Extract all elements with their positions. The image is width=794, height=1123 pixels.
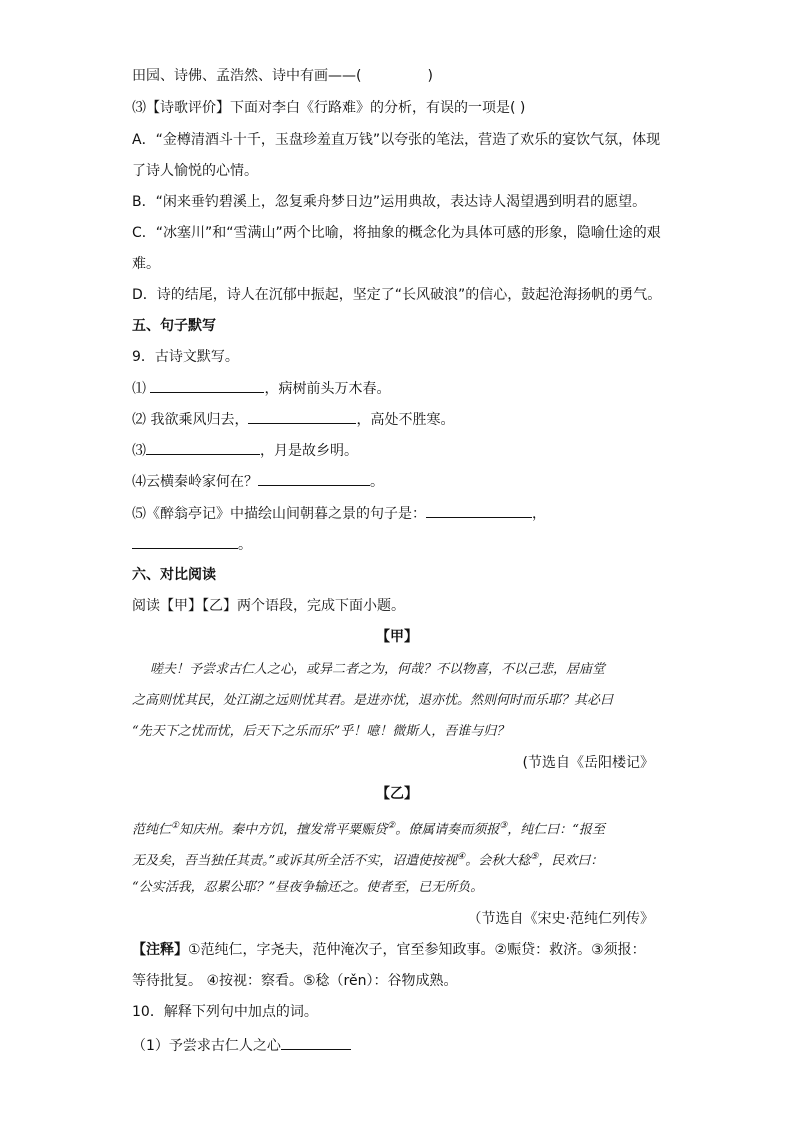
fill-1 (132, 378, 390, 399)
jia-source: (节选自《岳阳楼记》 (522, 755, 654, 771)
fill-5-after: ， (532, 506, 546, 522)
fill-3-after: ，月是故乡明。 (260, 443, 358, 459)
footnote-ref-4: ④ (457, 852, 466, 862)
option-b: B．“闲来垂钓碧溪上，忽复乘舟梦日边”运用典故，表达诗人渴望遇到明君的愿望。 (132, 194, 647, 210)
footnote-ref-1: ① (171, 821, 180, 831)
fill-5b-after: 。 (238, 537, 252, 553)
matching-line (132, 66, 433, 86)
q10-1-blank[interactable] (281, 1035, 351, 1050)
yi-2c: ，民欢曰： (538, 853, 604, 869)
yi-1a: 范纯仁 (132, 822, 172, 838)
fill-3 (132, 440, 358, 461)
yi-2b: 。会秋大稔 (465, 853, 531, 869)
fill-2 (132, 409, 454, 430)
fill-1-after: ，病树前头万木春。 (264, 381, 391, 397)
option-a-line2: 了诗人愉悦的心情。 (132, 163, 258, 179)
fill-2-before: ⑵ 我欲乘风归去， (132, 412, 249, 428)
yi-2a: 无及矣，吾当独任其责。”或诉其所全活不实，诏遣使按视 (132, 853, 458, 869)
passage-yi-title: 【乙】 (376, 786, 418, 802)
fill-4-before: ⑷云横秦岭家何在？ (132, 474, 258, 490)
fill-5-blank-1[interactable] (426, 503, 532, 518)
yi-source: （节选自《宋史·范纯仁列传》 (467, 911, 654, 927)
footnote-ref-5: ⑤ (530, 852, 539, 862)
yi-line-2 (132, 847, 603, 871)
fill-2-after: ，高处不胜寒。 (356, 412, 455, 428)
fill-5-blank-2[interactable] (132, 534, 238, 549)
fill-3-blank[interactable] (146, 440, 260, 455)
notes-text-1: ①范纯仁，字尧夫，范仲淹次子，官至参知政事。②赈贷：救济。③须报： (188, 942, 646, 958)
passage-jia-title: 【甲】 (376, 629, 418, 645)
yi-1b: 知庆州。秦中方饥，擅发常平粟赈贷 (179, 822, 388, 838)
notes-line-1 (132, 940, 646, 960)
question-3: ⑶【诗歌评价】下面对李白《行路难》的分析，有误的一项是( ) (132, 100, 526, 116)
reading-intro: 阅读【甲】【乙】两个语段，完成下面小题。 (132, 598, 405, 614)
yi-1c: 。僚属请奏而须报 (395, 822, 500, 838)
yi-1d: ，纯仁曰：“报至 (507, 822, 605, 838)
section-6-title: 六、对比阅读 (132, 567, 216, 583)
option-d: D．诗的结尾，诗人在沉郁中振起，坚定了“长风破浪”的信心，鼓起沧海扬帆的勇气。 (132, 287, 662, 303)
yi-line-1 (132, 816, 605, 840)
jia-line-3: “先天下之忧而忧，后天下之乐而乐”乎！噫！微斯人，吾谁与归？ (132, 724, 510, 739)
question-9: 9．古诗文默写。 (132, 349, 239, 365)
matching-text: 田园、诗佛、孟浩然、诗中有画——( (132, 68, 362, 84)
q10-1-text: （1）予尝求古仁人之心 (132, 1038, 281, 1054)
option-a-line1: A．“金樽清酒斗十千，玉盘珍羞直万钱”以夸张的笔法，营造了欢乐的宴饮气氛，体现 (132, 132, 661, 148)
fill-5-before: ⑸《醉翁亭记》中描绘山间朝暮之景的句子是： (132, 506, 426, 522)
fill-2-blank[interactable] (248, 409, 356, 424)
yi-line-3: “公实活我，忍累公耶？”昼夜争输还之。使者至，已无所负。 (132, 880, 484, 895)
fill-4 (132, 471, 384, 492)
fill-3-num: ⑶ (132, 443, 146, 459)
option-c-line1: C．“冰塞川”和“雪满山”两个比喻，将抽象的概念化为具体可感的形象，隐喻仕途的艰 (132, 225, 661, 241)
matching-close: ) (427, 68, 433, 84)
notes-label: 【注释】 (132, 942, 188, 958)
fill-5-cont (132, 534, 252, 555)
footnote-ref-3: ③ (499, 821, 508, 831)
footnote-ref-2: ② (387, 821, 396, 831)
fill-4-after: 。 (370, 474, 384, 490)
fill-1-num: ⑴ (132, 381, 146, 397)
fill-5 (132, 503, 546, 524)
question-10-1 (132, 1035, 351, 1056)
section-5-title: 五、句子默写 (132, 318, 216, 334)
question-10: 10．解释下列句中加点的词。 (132, 1004, 318, 1020)
jia-line-1: 嗟夫！予尝求古仁人之心，或异二者之为，何哉？不以物喜，不以己悲，居庙堂 (150, 662, 606, 677)
fill-1-blank[interactable] (150, 378, 264, 393)
option-c-line2: 难。 (132, 256, 160, 272)
notes-line-2: 等待批复。 ④按视：察看。⑤稔（rěn）：谷物成熟。 (132, 973, 458, 989)
fill-4-blank[interactable] (258, 471, 370, 486)
jia-line-2: 之高则忧其民，处江湖之远则忧其君。是进亦忧，退亦忧。然则何时而乐耶？其必曰 (132, 693, 614, 708)
